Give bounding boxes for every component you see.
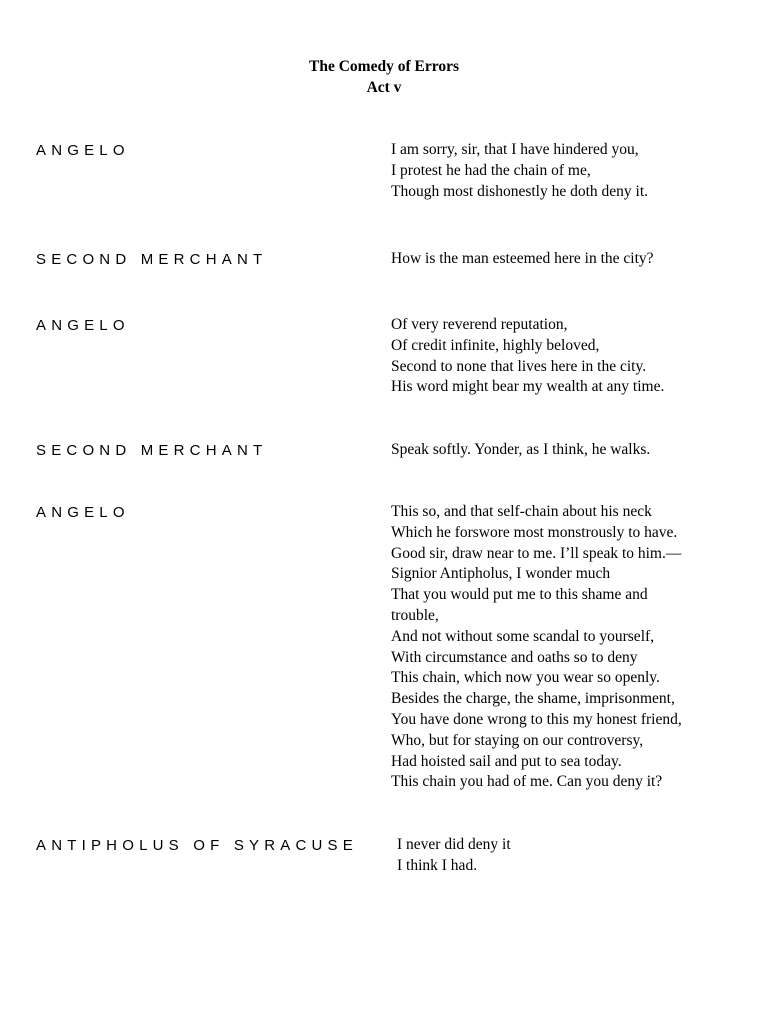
- speech-line: Though most dishonestly he doth deny it.: [391, 182, 649, 200]
- speech-line: Of very reverend reputation,: [391, 316, 568, 333]
- speaker-name: ANGELO: [36, 142, 130, 159]
- speech-line: Speak softly. Yonder, as I think, he walks.: [391, 441, 651, 458]
- speech-lines: [391, 249, 736, 270]
- speech-line: This chain, which now you wear so openly.: [391, 669, 660, 687]
- speech-line: trouble,: [391, 606, 439, 624]
- speech-line: Which he forswore most monstrously to have.: [391, 523, 678, 541]
- document-subtitle: Act v: [366, 79, 402, 96]
- speech-lines: [391, 440, 736, 461]
- speaker-name: SECOND MERCHANT: [36, 251, 268, 268]
- speech-line: Of credit infinite, highly beloved,: [391, 336, 600, 354]
- speech-line: Second to none that lives here in the city.: [391, 357, 647, 375]
- speech-line: With circumstance and oaths so to deny: [391, 648, 638, 666]
- speaker-name: ANGELO: [36, 317, 130, 334]
- speech-lines: [397, 835, 742, 877]
- speaker-name: ANGELO: [36, 504, 130, 521]
- speech-line: That you would put me to this shame and: [391, 586, 648, 604]
- document-header: [0, 56, 768, 98]
- speech-line: This chain you had of me. Can you deny it?: [391, 773, 663, 791]
- speech-lines: [391, 140, 736, 202]
- speech-line: This so, and that self-chain about his neck: [391, 503, 652, 520]
- speaker-name: SECOND MERCHANT: [36, 442, 268, 459]
- speech-line: Good sir, draw near to me. I’ll speak to him.—: [391, 544, 682, 562]
- speaker-name: ANTIPHOLUS OF SYRACUSE: [36, 837, 358, 854]
- speech-line: Had hoisted sail and put to sea today.: [391, 752, 622, 770]
- speech-line: How is the man esteemed here in the city?: [391, 250, 654, 267]
- document-title: The Comedy of Errors: [309, 58, 459, 75]
- speech-line: Who, but for staying on our controversy,: [391, 731, 644, 749]
- speech-line: You have done wrong to this my honest friend,: [391, 710, 682, 728]
- speech-line: I never did deny it: [397, 836, 511, 853]
- speech-line: I am sorry, sir, that I have hindered you,: [391, 141, 639, 158]
- speech-lines: [391, 315, 736, 398]
- speech-line: His word might bear my wealth at any time.: [391, 378, 665, 396]
- speech-line: I protest he had the chain of me,: [391, 161, 591, 179]
- speech-line: And not without some scandal to yourself,: [391, 627, 655, 645]
- speech-lines: [391, 502, 736, 793]
- speech-line: I think I had.: [397, 856, 478, 874]
- speech-line: Signior Antipholus, I wonder much: [391, 565, 611, 583]
- speech-line: Besides the charge, the shame, imprisonment,: [391, 690, 675, 708]
